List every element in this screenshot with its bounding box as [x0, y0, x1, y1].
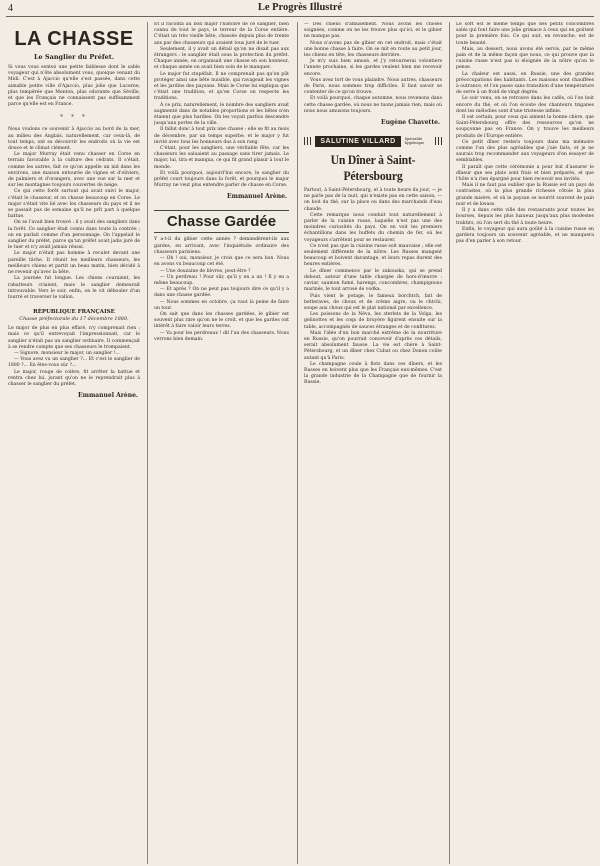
separator-ornament: * * *	[60, 114, 88, 122]
paragraph: Le major, rouge de colère, fit arrêter la battue et rentra chez lui, jurant qu'on ne le reprendrait plus à chasser le sanglier du préfet.	[8, 369, 140, 387]
column-2	[154, 22, 289, 864]
paragraph: Les poissons de la Néva, les sterlets de la Volga, les gelinottes et les coqs de bruyère figurent ensuite sur la table, accompagnés de sauces étranges et de confitures.	[304, 312, 442, 330]
paragraph: Y a-t-il du gibier cette année ? demandèrent-ils aux gardes, en arrivant, avec l'inquiétude ordinaire des chasseurs parisiens.	[154, 237, 289, 255]
paragraph: — Un perdreau ! Pour sûr, qu'il y en a un ! Il y en a même beaucoup.	[154, 274, 289, 286]
paragraph: Il paraît que cette cérémonie a pour but d'assurer le dîneur que ses plats sont frais et bien préparés, et que l'hôte n'a rien épargné pour bien recevoir ses invités.	[456, 164, 594, 183]
paragraph: — Nous sommes en octobre, ça vaut la peine de faire un tour.	[154, 299, 289, 311]
author-signature: Emmanuel Arène.	[78, 392, 138, 400]
article-subtitle: Le Sanglier du Préfet.	[33, 53, 115, 61]
paragraph: Puis vient le potage, le fameux borchtch, fait de betteraves, de choux et de crème aigre, ou le chtchi, soupe aux choux qui est le plat national par excellence.	[304, 293, 442, 311]
paragraph: — Va pour les perdreaux ! dit l'un des chasseurs. Nous verrons bien demain.	[154, 330, 289, 342]
paragraph: — Des chiens d'amusement. Nous avons les choses soignées, comme on ne les trouve plus qu'ici, et le gibier ne manque pas.	[304, 22, 442, 40]
paragraph: Je m'y suis bien amusé, et j'y retournerai volontiers l'année prochaine, si les gardes veulent bien me recevoir encore.	[304, 59, 442, 77]
paragraph: Cette remarque nous conduit tout naturellement à parler de la cuisine russe, laquelle n'est pas une des moindres curiosités du pays. On en voit les premiers échantillons dans les buffets du chemin de fer, où les voyageurs s'arrêtent pour se restaurer.	[304, 212, 442, 243]
paragraph: C'était, pour les sangliers, une véritable fête, car les chasseurs les saluaient au passage sans tirer jamais. Le major, lui, tira et manqua, ce qui fit grand plaisir à tout le monde.	[154, 146, 289, 170]
section-subheading: Chasse préfectorale du 17 décembre 1880.	[19, 316, 129, 323]
author-signature: Eugène Chavette.	[381, 119, 440, 127]
page-header	[6, 2, 594, 17]
paragraph: Il y a dans cette ville des restaurants pour toutes les bourses, depuis les plus luxueux jusqu'aux plus modestes traktirs, où l'on sert du thé à toute heure.	[456, 208, 594, 226]
paragraph: Vous avez tort de vous plaindre. Nous autres, chasseurs de Paris, nous sommes trop difficiles. Il faut savoir se contenter de ce qu'on trouve.	[304, 77, 442, 96]
column-3	[304, 22, 442, 864]
paragraph: — Et après ? On ne peut pas toujours dire ce qu'il y a dans une chasse gardée.	[154, 287, 289, 299]
paragraph: Et voilà pourquoi, aujourd'hui encore, le sanglier du préfet court toujours dans la forêt, et pourquoi le major Murray ne veut plus entendre parler de chasse en Corse.	[154, 170, 289, 189]
paragraph: Le soir venu, on se retrouve dans les cafés, où l'on boit encore du thé, et où l'on écoute des chanteurs tziganes dont les mélodies sont d'une tristesse infinie.	[456, 96, 594, 114]
paragraph: — Signore, monsieur le major, un sanglier !...	[14, 350, 120, 356]
article-title-diner-petersbourg: Un Dîner à Saint-Pétersbourg	[330, 152, 416, 184]
paragraph: Le dîner commence par le zakouska, qui se prend debout, autour d'une table chargée de hors-d'œuvre : caviar, saumon fumé, harengs, concombres, champignons marinés, le tout arrosé de vodka.	[304, 268, 442, 293]
author-signature: Emmanuel Arène.	[227, 193, 287, 201]
page-number: 4	[8, 3, 13, 14]
decorative-hatching	[435, 137, 442, 145]
column-1	[8, 22, 140, 864]
paragraph: Le sort est le même temps que des petits concombres salés qui font faire une jolie grimace à ceux qui en goûtent pour la première fois. Ce qui suit, en revanche, est de toute beauté.	[456, 22, 594, 46]
section-heading: RÉPUBLIQUE FRANÇAISE	[33, 309, 115, 316]
paragraph: Mais il ne faut pas oublier que la Russie est un pays de contrastes, où la plus grande richesse côtoie la plus grande misère, et où le paysan se nourrit souvent de pain noir et de kwass.	[456, 183, 594, 207]
paragraph: Le champagne coule à flots dans ces dîners, et les Russes en boivent plus que les Français eux-mêmes. C'est la grande industrie de la Champagne que de fournir la Russie.	[304, 361, 442, 386]
paragraph: — Vous avez vu un sanglier ?... Et c'est le sanglier de 1880 ?... En êtes-vous sûr ?...	[8, 357, 140, 369]
column-4	[456, 22, 594, 864]
paragraph: Le major n'était pas homme à reculer devant une pareille tâche. Il réunit les meilleurs chasseurs, les meilleurs chiens et partit un beau matin, bien décidé à ne revenir qu'avec la bête.	[8, 251, 140, 276]
paragraph: Seulement, il y avait un détail qu'on ne disait pas aux étrangers : le sanglier était sous la protection du préfet. Chaque année, on organisait une chasse en son honneur, et chaque année on avait bien soin de le manquer.	[154, 46, 289, 71]
decorative-hatching	[304, 137, 311, 145]
paragraph: Le major de plus en plus effaré, n'y comprenait rien ; mais ce qu'il entrevoyait l'impressionnait, car le sanglier n'était pas un sanglier ordinaire. Il commençait à se rendre compte que ses chasseurs le trompaient.	[8, 326, 140, 350]
advertisement-banner	[304, 134, 442, 148]
paragraph: La journée fut longue. Les chiens couraient, les rabatteurs criaient, mais le sanglier demeurait introuvable. Vers le soir, enfin, on le vit débouler d'un fourré et traverser le vallon.	[8, 276, 140, 300]
column-divider	[449, 22, 450, 864]
ad-brand-name: SALUTINE VILLARD	[315, 136, 400, 147]
paragraph: À ce prix, naturellement, le nombre des sangliers avait augmenté dans de notables proportions et les bêtes n'en étaient que plus hardies. On les voyait parfois descendre jusqu'aux portes de la ville.	[154, 102, 289, 127]
paragraph: Et il raconta au bon major l'histoire de ce sanglier, bien connu de tout le pays, le terreur de la Corse entière. C'était un très vieille bête, chassée depuis plus de trente ans par des chasseurs qui avaient tous juré de le tuer.	[154, 22, 289, 46]
paragraph: Le major fut stupéfait. Il ne comprenait pas qu'on pût protéger ainsi une bête nuisible, qui ravageait les vignes et les jardins des paysans. Mais le Corse lui expliqua que c'était une tradition, et qu'en Corse on respecte les traditions.	[154, 71, 289, 102]
paragraph: On sait que dans les chasses gardées, le gibier est souvent plus rare qu'on ne le croit, et que les gardes ont intérêt à faire valoir leurs terres.	[154, 311, 289, 330]
paragraph: Nous n'avons pas de gibier en cet endroit, mais c'était une bonne chasse à faire. On se mit en route au petit jour, les chiens en tête, les chasseurs derrière.	[304, 40, 442, 59]
paragraph: On se l'avait bien trouvé : il y avait des sangliers dans la forêt. Ce sanglier était connu dans toute la contrée ; on en parlait comme d'un personnage. On l'appelait le sanglier du préfet, parce qu'un préfet avait jadis juré de le tuer et n'y avait jamais réussi.	[8, 220, 140, 251]
article-title-la-chasse: LA CHASSE	[14, 28, 134, 50]
paragraph: Ce n'est pas que la cuisine russe soit mauvaise ; elle est seulement différente de la nôtre. Les Russes mangent beaucoup et boivent davantage, et leurs repas durent des heures entières.	[304, 243, 442, 268]
masthead: Le Progrès Illustré	[257, 2, 343, 13]
paragraph: Ce qui cette forêt surtout qui avait suivi le major, c'était le chasseur, et on chasse beaucoup en Corse. Le major s'était vite lié avec les chasseurs du pays et il ne se passait pas de semaine qu'il ne prît part à quelque battue.	[8, 189, 140, 220]
ad-tagline: Spécialité hygiénique	[404, 137, 425, 146]
paragraph: Nous voulons ce souvenir à Ajaccio au bord de la mer, au milieu des Anglais, naturellement, car ceux-là, de tout temps, ont su découvrir les endroits où la vie est douce et le climat clément.	[8, 127, 140, 152]
paragraph: Le major Murray était venu chasser en Corse en terrain favorable à la culture des cédrats. Il s'était, comme les autres, fait ce qu'on appelle un nid dans les environs, une maison entourée de vignes et d'oliviers, de palmiers et d'orangers, avec une vue sur la mer et sur les montagnes toujours couvertes de neige.	[8, 152, 140, 189]
paragraph: Il est certain, pour ceux qui aiment la bonne chère, que Saint-Pétersbourg offre des ressources qu'on ne soupçonne pas en France. On y trouve les meilleurs produits de l'Europe entière.	[456, 115, 594, 139]
paragraph: Partout, à Saint-Pétersbourg, et à toute heure du jour, — je ne parle pas de la nuit, qui n'existe pas en cette saison, — on boit du thé, sur la place ou dans des marchands d'eau chaude.	[304, 188, 442, 212]
paragraph: Et voilà pourquoi, chaque automne, nous revenons dans cette chasse gardée, où nous ne tuons jamais rien, mais où nous nous amusons toujours.	[304, 96, 442, 114]
column-divider	[297, 22, 298, 864]
paragraph: Mais, au dessert, nous avons été servis, par le même pain et de la même façon que nous, ce qui prouve que la cuisine russe n'est pas si éloignée de la nôtre qu'on le pense.	[456, 46, 594, 71]
paragraph: Enfin, le voyageur qui aura goûté à la cuisine russe en gardera toujours un souvenir agréable, et ne manquera pas d'en parler à son retour.	[456, 226, 594, 245]
article-title-chasse-gardee: Chasse Gardée	[154, 210, 289, 233]
column-divider	[147, 22, 148, 864]
paragraph: — Une douzaine de lièvres, peut-être ?	[160, 268, 251, 274]
paragraph: — Oh ! oui, monsieur, je crois que ce sera bon. Nous en avons vu beaucoup cet été.	[154, 256, 289, 268]
paragraph: Ce petit dîner restera toujours dans ma mémoire comme l'un des plus agréables que j'aie faits, et je ne saurais trop recommander aux voyageurs d'en essayer de semblables.	[456, 139, 594, 164]
paragraph: Si vous vous sentez une petite faiblesse dont le sable voyageur qui n'ôte absolument vous, quoique venant du Midi. C'est à Ajaccio qu'elle s'est passée, dans cette aimable petite ville d'Ajaccio, plus jolie que Lucerne, plus tempérée que Menton, plus odorante que Séville, et que les Français ne connaissent pas suffisamment parce qu'elle est en France.	[8, 65, 140, 108]
paragraph: La chaleur est aussi, en Russie, une des grandes préoccupations des habitants. Les maisons sont chauffées à outrance, et l'on passe sans transition d'une température de serre à un froid de vingt degrés.	[456, 71, 594, 96]
paragraph: Mais l'idée d'un bon marché extrême de la nourriture en Russie, qu'on pourrait concevoir d'après ces détails, serait absolument fausse. La vie est chère à Saint-Pétersbourg, et un dîner chez Cubat ou chez Donon coûte autant qu'à Paris.	[304, 330, 442, 361]
paragraph: Il fallut donc à tout prix une chasse : elle se fit au mois de décembre, par un temps superbe, et le major y fut invité avec tous les honneurs dus à son rang.	[154, 127, 289, 145]
